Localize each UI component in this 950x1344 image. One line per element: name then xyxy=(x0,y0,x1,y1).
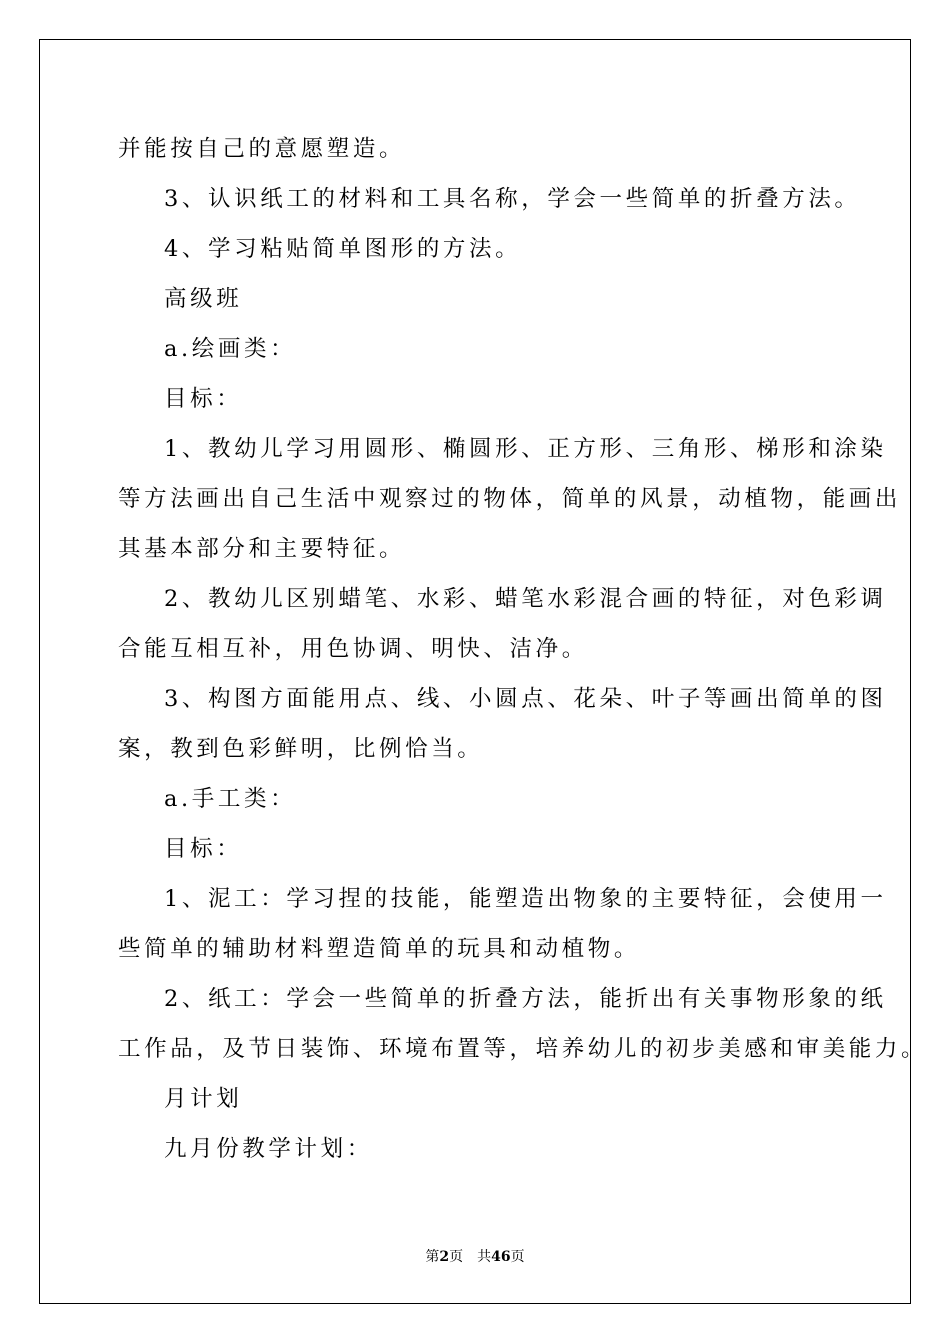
text-line: 目标： xyxy=(164,836,243,862)
text-line: 4、学习粘贴简单图形的方法。 xyxy=(164,236,522,262)
page-suffix: 页 xyxy=(510,1249,525,1265)
subsection-heading: a.绘画类： xyxy=(164,336,297,362)
text-line: 3、构图方面能用点、线、小圆点、花朵、叶子等画出简单的图 xyxy=(164,686,887,712)
text-line: 1、教幼儿学习用圆形、椭圆形、正方形、三角形、梯形和涂染 xyxy=(164,436,887,462)
text-line: 目标： xyxy=(164,386,243,412)
text-line: 九月份教学计划： xyxy=(164,1136,373,1162)
text-line: 合能互相互补，用色协调、明快、洁净。 xyxy=(118,636,588,662)
page-footer xyxy=(0,1248,950,1266)
text-line: 2、教幼儿区别蜡笔、水彩、蜡笔水彩混合画的特征，对色彩调 xyxy=(164,586,887,612)
section-heading: 高级班 xyxy=(164,286,243,312)
page-total-number: 46 xyxy=(491,1249,511,1265)
subsection-heading: a.手工类： xyxy=(164,786,297,812)
text-line: 案，教到色彩鲜明，比例恰当。 xyxy=(118,736,484,762)
text-line: 些简单的辅助材料塑造简单的玩具和动植物。 xyxy=(118,936,641,962)
text-line: 工作品，及节日装饰、环境布置等，培养幼儿的初步美感和审美能力。 xyxy=(118,1036,928,1062)
text-line: 3、认识纸工的材料和工具名称，学会一些简单的折叠方法。 xyxy=(164,186,861,212)
text-line: 并能按自己的意愿塑造。 xyxy=(118,136,406,162)
text-line: 等方法画出自己生活中观察过的物体，简单的风景，动植物，能画出 xyxy=(118,486,902,512)
page-mid: 页 共 xyxy=(449,1249,492,1265)
text-line: 1、泥工：学习捏的技能，能塑造出物象的主要特征，会使用一 xyxy=(164,886,887,912)
section-heading: 月计划 xyxy=(164,1086,243,1112)
page-prefix: 第 xyxy=(425,1249,440,1265)
page-border xyxy=(39,39,911,1304)
text-line: 其基本部分和主要特征。 xyxy=(118,536,406,562)
page-current-number: 2 xyxy=(439,1249,450,1265)
text-line: 2、纸工：学会一些简单的折叠方法，能折出有关事物形象的纸 xyxy=(164,986,887,1012)
